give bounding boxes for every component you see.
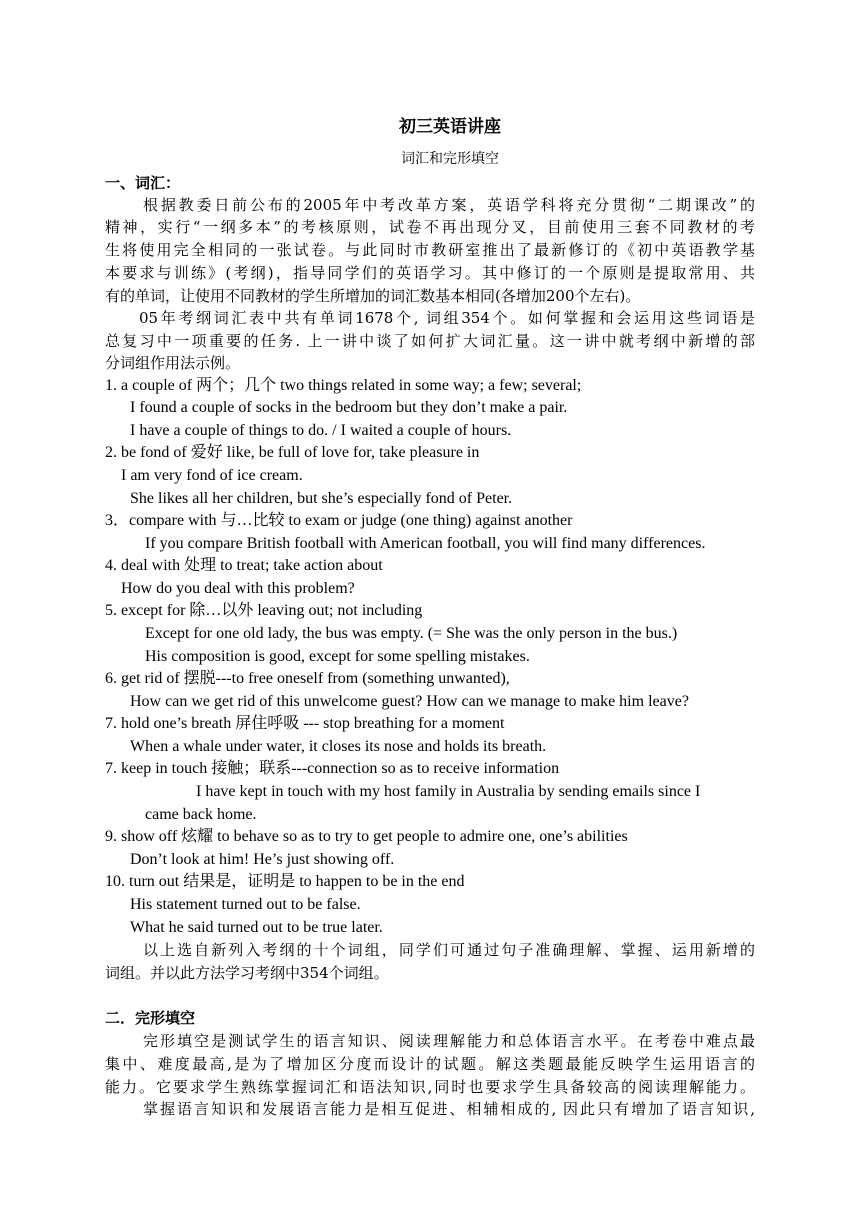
vocab-item: 1. a couple of 两个；几个 two things related in some way; a few; several; — [105, 377, 582, 394]
example-sentence: I am very fond of ice cream. — [121, 467, 303, 484]
example-sentence: came back home. — [145, 806, 257, 823]
section-heading-cloze: 二．完形填空 — [105, 1009, 196, 1027]
vocab-item: 4. deal with 处理 to treat; take action about — [105, 557, 383, 574]
example-sentence: What he said turned out to be true later. — [130, 919, 383, 936]
paragraph-line: 总复习中一项重要的任务. 上一讲中谈了如何扩大词汇量。这一讲中就考纲中新增的部 — [105, 332, 755, 350]
example-sentence: I have a couple of things to do. / I waited a couple of hours. — [130, 422, 512, 439]
paragraph-line: 分词组作用法示例。 — [105, 354, 241, 372]
example-sentence: When a whale under water, it closes its nose and holds its breath. — [130, 738, 547, 755]
vocab-item: 2. be fond of 爱好 like, be full of love for, take pleasure in — [105, 444, 480, 461]
paragraph-line: 05年考纲词汇表中共有单词1678个, 词组354个。如何掌握和会运用这些词语是 — [139, 309, 755, 327]
example-sentence: She likes all her children, but she’s especially fond of Peter. — [130, 490, 513, 507]
paragraph-line: 完形填空是测试学生的语言知识、阅读理解能力和总体语言水平。在考卷中难点最 — [143, 1032, 755, 1050]
example-sentence: I have kept in touch with my host family in Australia by sending emails since I — [196, 783, 701, 800]
paragraph-line: 生将使用完全相同的一张试卷。与此同时市教研室推出了最新修订的《初中英语教学基 — [105, 241, 755, 259]
example-sentence: Don’t look at him! He’s just showing off. — [130, 851, 395, 868]
paragraph-line: 能力。它要求学生熟练掌握词汇和语法知识,同时也要求学生具备较高的阅读理解能力。 — [105, 1078, 755, 1096]
paragraph-line: 集中、难度最高,是为了增加区分度而设计的试题。解这类题最能反映学生运用语言的 — [105, 1055, 755, 1073]
example-sentence: I found a couple of socks in the bedroom but they don’t make a pair. — [130, 399, 568, 416]
vocab-item: 5. except for 除…以外 leaving out; not including — [105, 602, 423, 619]
vocab-item: 9. show off 炫耀 to behave so as to try to get people to admire one, one’s abilities — [105, 828, 628, 845]
paragraph-line: 本要求与训练》(考纲)，指导同学们的英语学习。其中修订的一个原则是提取常用、共 — [105, 264, 755, 282]
vocab-item: 6. get rid of 摆脱---to free oneself from (something unwanted), — [105, 670, 510, 687]
paragraph-line: 词组。并以此方法学习考纲中354个词组。 — [105, 964, 389, 982]
vocab-item: 7. hold one’s breath 屏住呼吸 --- stop breathing for a moment — [105, 715, 505, 732]
paragraph-line: 以上选自新列入考纲的十个词组，同学们可通过句子准确理解、掌握、运用新增的 — [143, 941, 755, 959]
section-heading-vocabulary: 一、词汇： — [105, 174, 181, 192]
page-title: 初三英语讲座 — [399, 117, 501, 137]
vocab-item: 3．compare with 与…比较 to exam or judge (one thing) against another — [105, 512, 573, 529]
example-sentence: How can we get rid of this unwelcome guest? How can we manage to make him leave? — [130, 693, 689, 710]
paragraph-line: 精神，实行“一纲多本”的考核原则，试卷不再出现分叉，目前使用三套不同教材的考 — [105, 218, 755, 236]
page-subtitle: 词汇和完形填空 — [401, 151, 499, 167]
vocab-item: 7. keep in touch 接触；联系---connection so as to receive information — [105, 760, 560, 777]
paragraph-line: 有的单词，让使用不同教材的学生所增加的词汇数基本相同(各增加200个左右)。 — [105, 287, 641, 305]
vocab-item: 10. turn out 结果是，证明是 to happen to be in the end — [105, 873, 465, 890]
paragraph-line: 根据教委日前公布的2005年中考改革方案，英语学科将充分贯彻“二期课改”的 — [143, 196, 755, 214]
example-sentence: His statement turned out to be false. — [130, 896, 361, 913]
example-sentence: How do you deal with this problem? — [121, 580, 355, 597]
example-sentence: If you compare British football with American football, you will find many differences. — [145, 535, 706, 552]
example-sentence: Except for one old lady, the bus was empty. (= She was the only person in the bus.) — [145, 625, 678, 642]
paragraph-line: 掌握语言知识和发展语言能力是相互促进、相辅相成的, 因此只有增加了语言知识, — [143, 1100, 755, 1118]
example-sentence: His composition is good, except for some spelling mistakes. — [145, 648, 530, 665]
